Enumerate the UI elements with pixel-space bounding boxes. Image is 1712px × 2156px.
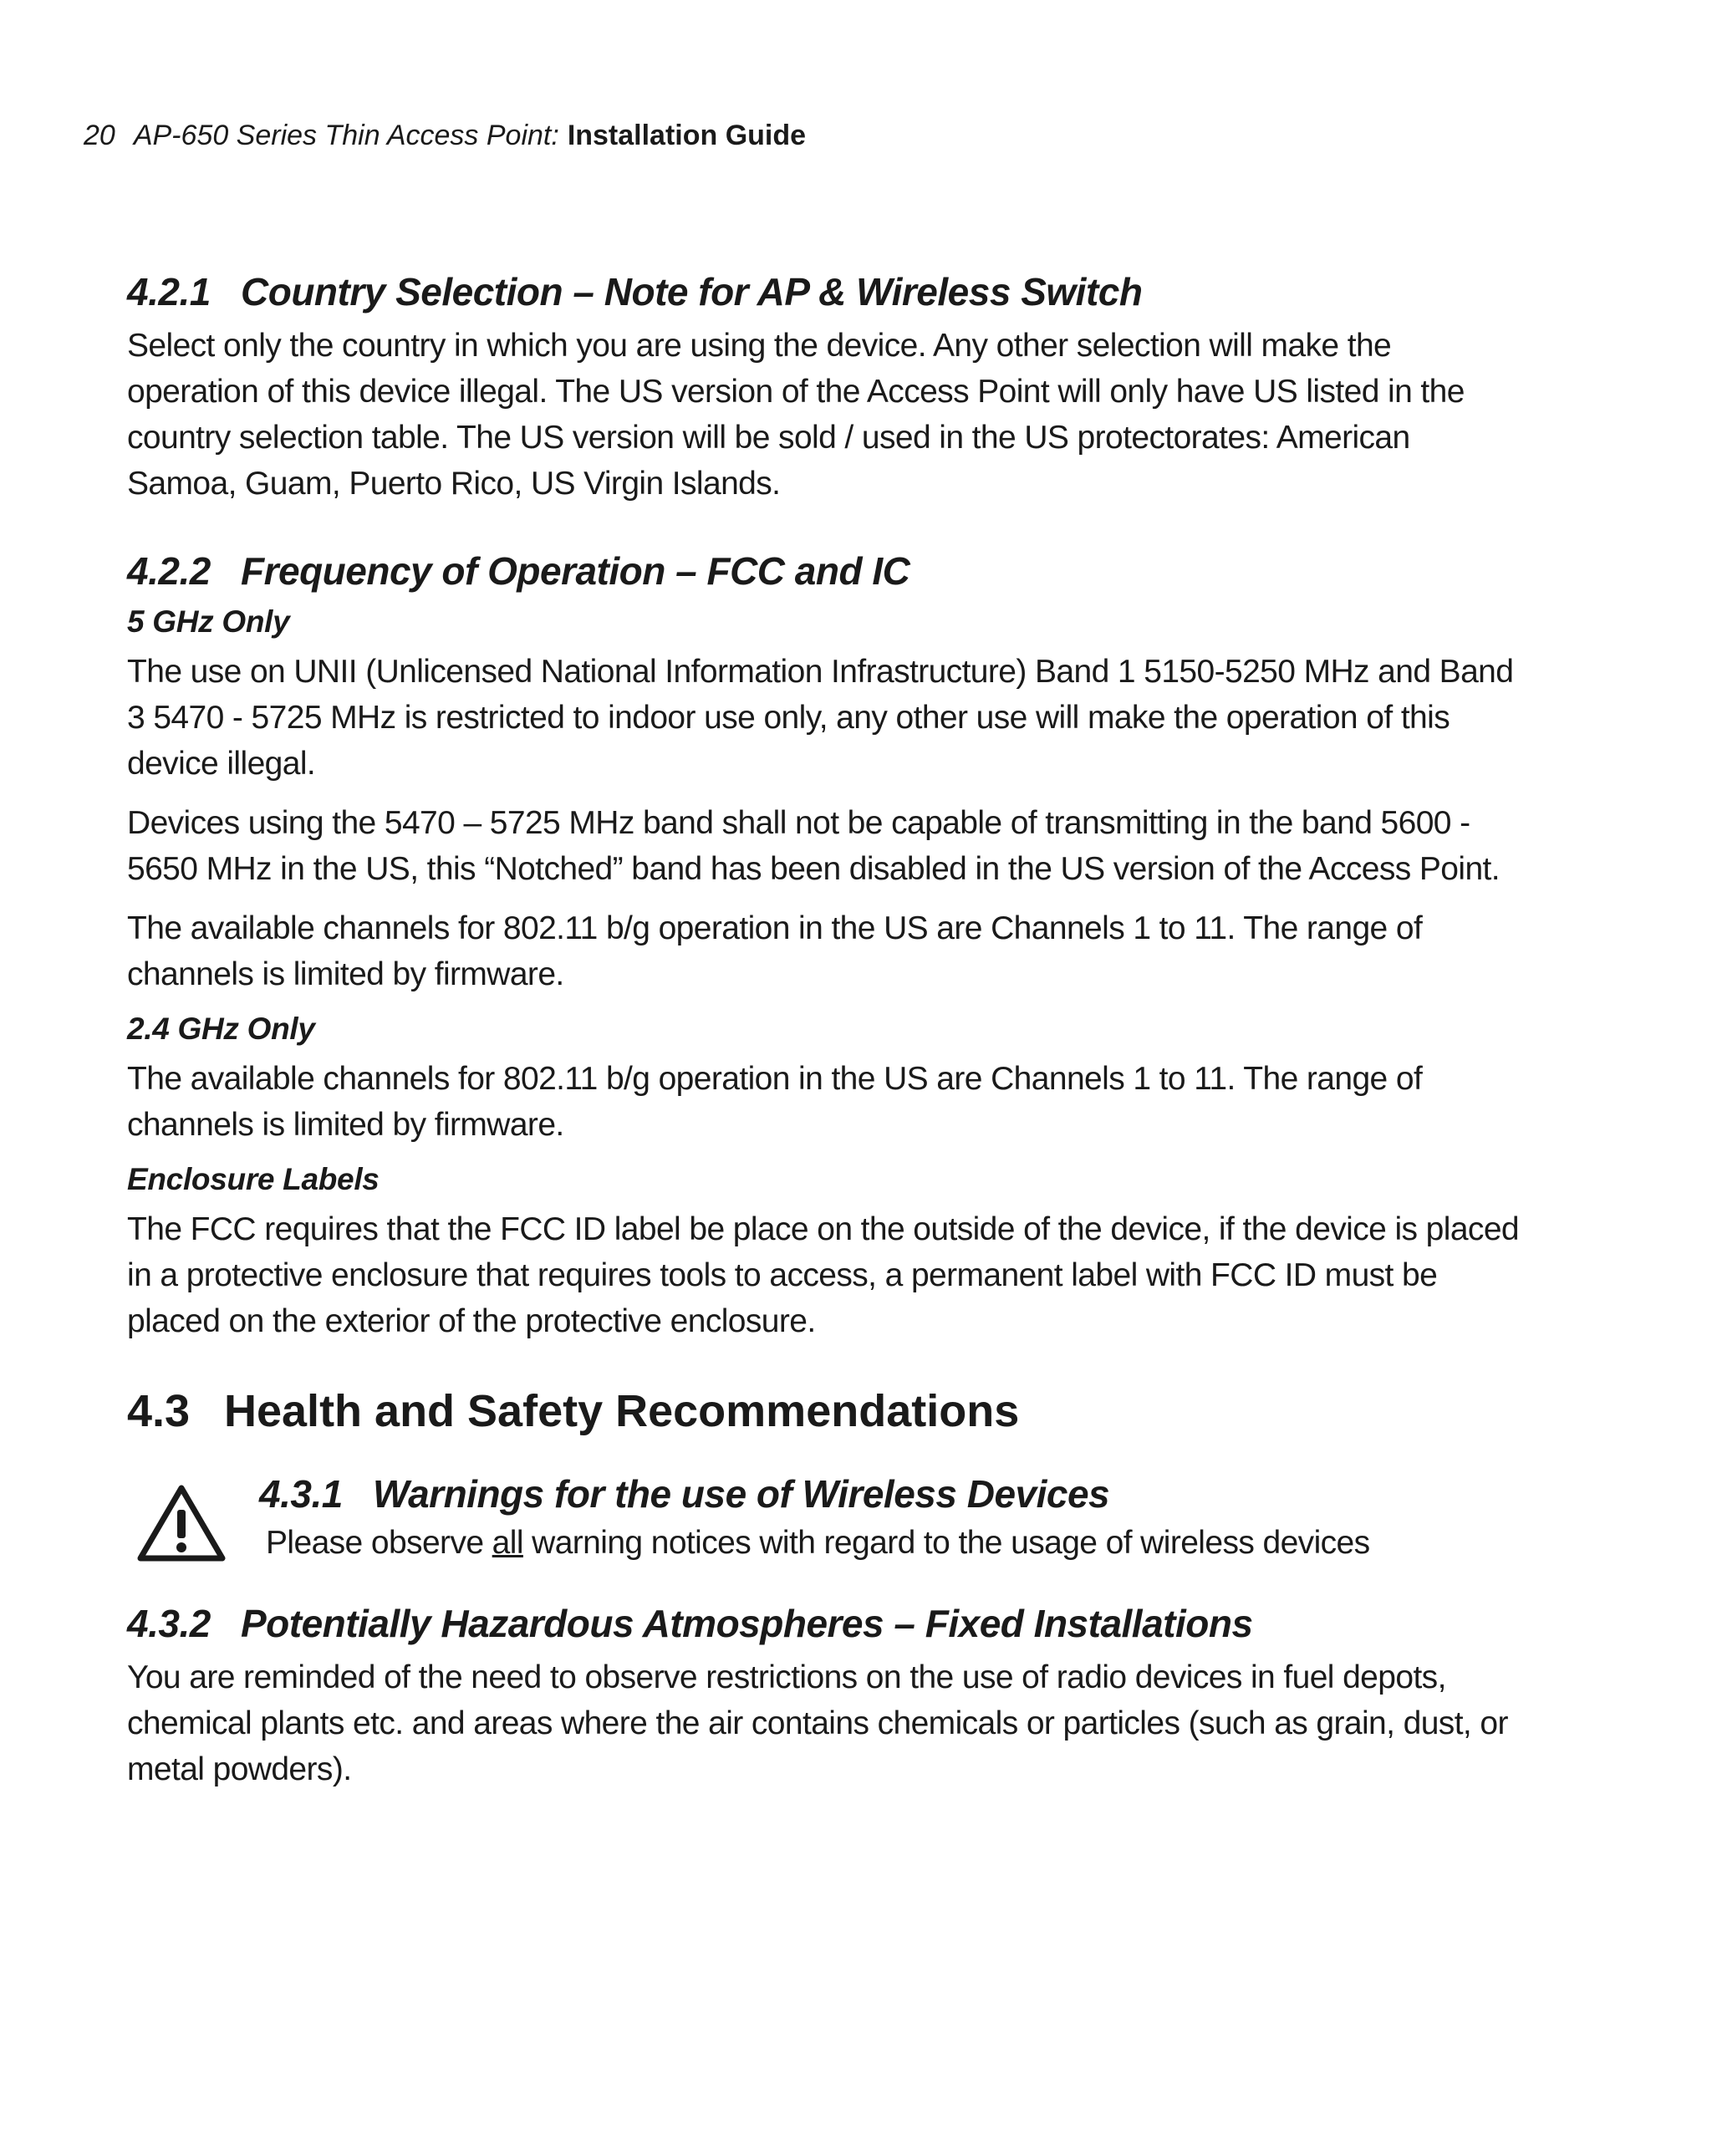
warning-triangle-icon <box>135 1483 227 1565</box>
heading-4-2-2 <box>127 547 1523 595</box>
paragraph-warnings <box>259 1520 1523 1566</box>
paragraph-5ghz-notched: Devices using the 5470 – 5725 MHz band shall not be capable of transmitting in the band 5600 - 5650 MHz in the US, this “Notched” band has been disabled in the US version of the Access Point. <box>127 805 1501 887</box>
page-content <box>127 268 1523 1792</box>
heading-4-3 <box>127 1383 1523 1440</box>
heading-title: Country Selection – Note for AP & Wireless Switch <box>241 270 1143 313</box>
warning-block <box>127 1470 1523 1566</box>
paragraph-2-4ghz-channels: The available channels for 802.11 b/g operation in the US are Channels 1 to 11. The range of channels is limited by firmware. <box>127 1061 1423 1143</box>
doc-series: AP-650 Series Thin Access Point: <box>133 120 559 151</box>
heading-number: 4.3.1 <box>259 1472 343 1516</box>
heading-number: 4.2.1 <box>127 270 211 313</box>
subheading-2-4ghz: 2.4 GHz Only <box>127 1012 315 1046</box>
paragraph-5ghz-channels: The available channels for 802.11 b/g operation in the US are Channels 1 to 11. The range of channels is limited by firmware. <box>127 910 1423 992</box>
heading-number: 4.3 <box>127 1386 191 1436</box>
paragraph-hazardous-atmospheres: You are reminded of the need to observe restrictions on the use of radio devices in fuel depots, chemical plants etc. and areas where the air contains chemicals or particles (such as grain, dust, or metal powders). <box>127 1659 1508 1787</box>
heading-number: 4.2.2 <box>127 549 211 593</box>
heading-title: Warnings for the use of Wireless Devices <box>373 1472 1110 1516</box>
heading-title: Frequency of Operation – FCC and IC <box>241 549 910 593</box>
heading-4-3-1 <box>259 1470 1523 1518</box>
heading-title: Potentially Hazardous Atmospheres – Fixed Installations <box>241 1602 1253 1645</box>
heading-title: Health and Safety Recommendations <box>224 1386 1020 1436</box>
paragraph-country-selection: Select only the country in which you are using the device. Any other selection will make the operation of this device illegal. The US version of the Access Point will only have US listed in the country selection table. The US version will be sold / used in the US protectorates: American Samoa, Guam, Puerto Rico, US Virgin Islands. <box>127 328 1465 502</box>
page-number: 20 <box>84 120 115 151</box>
heading-number: 4.3.2 <box>127 1602 211 1645</box>
heading-4-3-2 <box>127 1599 1523 1648</box>
paragraph-enclosure-labels: The FCC requires that the FCC ID label be place on the outside of the device, if the device is placed in a protective enclosure that requires tools to access, a permanent label with FCC ID must be placed on the exterior of the protective enclosure. <box>127 1211 1519 1339</box>
running-header <box>84 119 806 152</box>
subheading-5ghz: 5 GHz Only <box>127 604 290 639</box>
subheading-enclosure-labels: Enclosure Labels <box>127 1162 380 1196</box>
paragraph-5ghz-unii: The use on UNII (Unlicensed National Information Infrastructure) Band 1 5150-5250 MHz and Band 3 5470 - 5725 MHz is restricted to indoor use only, any other use will make the operation of this device illegal. <box>127 654 1514 782</box>
warning-text-underlined: all <box>492 1525 523 1561</box>
warning-text-before: Please observe <box>266 1525 492 1561</box>
heading-4-2-1 <box>127 268 1523 316</box>
warning-text-after: warning notices with regard to the usage of wireless devices <box>522 1525 1370 1561</box>
doc-title: Installation Guide <box>567 120 807 151</box>
